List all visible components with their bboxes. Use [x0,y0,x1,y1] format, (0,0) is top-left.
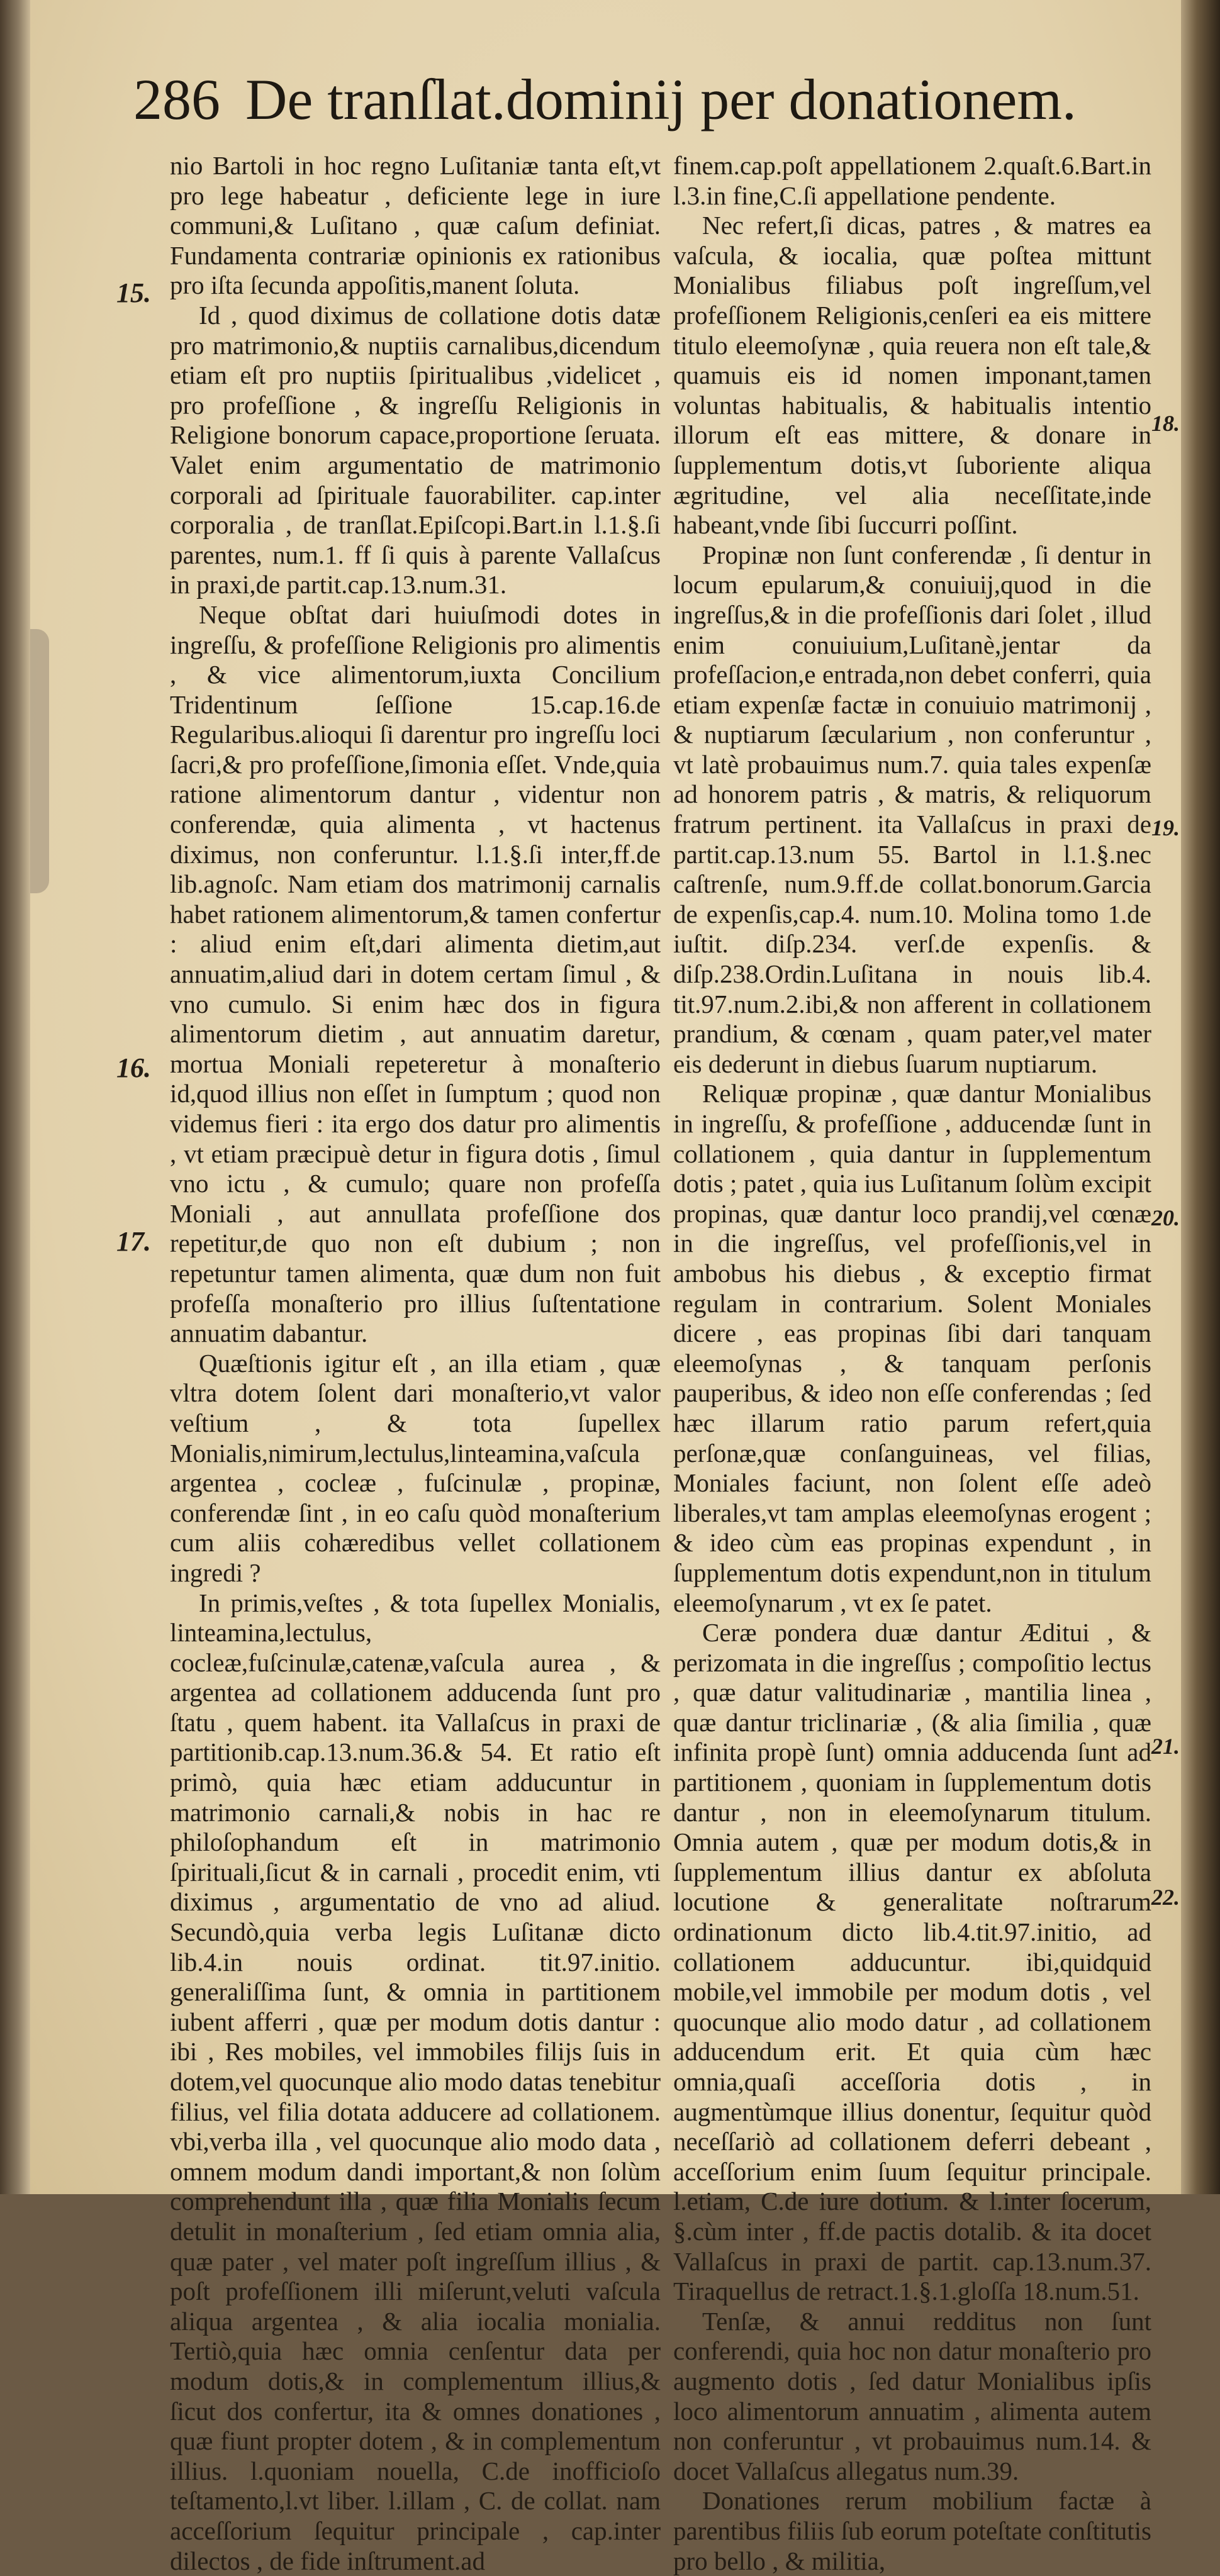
right-text-column [673,151,1151,2133]
margin-number: 20. [1151,1205,1180,1231]
running-header [133,66,1077,148]
page-number: 286 [133,67,220,131]
book-spine-edge [0,0,30,2194]
paragraph: Reliquæ propinæ , quæ dantur Monialibus in ingreſſu, & profeſſione , adducendæ ſunt in collationem , quia dantur in ſupplementum dotis ; patet , quia ius Luſitanum ſolùm excipit propinas, quæ dantur loco prandij,vel cœnæ in die ingreſſus, vel profeſſionis,vel in ambobus his diebus , & exceptio firmat regulam in contrarium. Solent Moniales dicere , eas propinas ſibi dari tanquam eleemoſynas , & tanquam perſonis pauperibus, & ideo non eſſe conferendas ; ſed hæc illarum ratio parum refert,quia perſonæ,quæ conſanguineas, vel filias, Moniales faciunt, non ſolent eſſe adeò liberales,vt tam amplas eleemoſynas erogent ; & ideo cùm eas propinas expendunt , in ſupplementum dotis expendunt,non in titulum eleemoſynarum , vt ex ſe patet. [673,1079,1151,1618]
paragraph: Ceræ pondera duæ dantur Æditui , & perizomata in die ingreſſus ; compoſitio lectus , quæ datur valitudinariæ , mantilia linea , quæ dantur triclinariæ , (& alia ſimilia , quæ infinita propè ſunt) omnia adducenda ſunt ad partitionem , quoniam in ſupplementum dotis dantur , non in eleemoſynarum titulum. Omnia autem , quæ per modum dotis,& in ſupplementum illius dantur ex abſoluta locutione & generalitate noſtrarum ordinationum dicto lib.4.tit.97.initio, ad collationem adducuntur. ibi,quidquid mobile,vel immobile per modum dotis , vel quocunque alio modo datur , ad collationem adducendum erit. Et quia cùm hæc omnia,quaſi acceſſoria dotis , in augmentùmque illius donentur, ſequitur quòd neceſſariò ad collationem deferri debeant , acceſſorium enim ſuum ſequitur principale. l.etiam, C.de iure dotium. & l.inter ſocerum, §.cùm inter , ff.de pactis dotalib. & ita docet Vallaſcus in praxi de partit. cap.13.num.37. Tiraquellus de retract.1.§.1.gloſſa 18.num.51. [673,1618,1151,2307]
paragraph: nio Bartoli in hoc regno Luſitaniæ tanta eſt,vt pro lege habeatur , deficiente lege in iure communi,& Luſitano , quæ caſum definiat. Fundamenta contrariæ opinionis ex rationibus pro iſta ſecunda appoſitis,manent ſoluta. [170,151,661,301]
facing-page-edge [1181,0,1220,2194]
paragraph: In primis,veſtes , & tota ſupellex Monialis, linteamina,lectulus, cocleæ,fuſcinulæ,catenæ,vaſcula aurea , & argentea ad collationem adducenda ſunt pro ſtatu , quem habent. ita Vallaſcus in praxi de partitionib.cap.13.num.36.& 54. Et ratio eſt primò, quia hæc etiam adducuntur in matrimonio carnali,& nobis in hac re philoſophandum eſt in matrimonio ſpirituali,ſicut & in carnali , procedit enim, vti diximus , argumentatio de vno ad aliud. Secundò,quia verba legis Luſitanæ dicto lib.4.in nouis ordinat. tit.97.initio. generaliſſima ſunt, & omnia in partitionem iubent afferri , quæ per modum dotis dantur : ibi , Res mobiles, vel immobiles filijs ſuis in dotem,vel quocunque alio modo datas tenebitur filius, vel filia dotata adducere ad collationem. vbi,verba illa , vel quocunque alio modo data , omnem modum dandi important,& non ſolùm comprehendunt illa , quæ filia Monialis ſecum detulit in monaſterium , ſed etiam omnia alia, quæ pater , vel mater poſt ingreſſum illius , & poſt profeſſionem illi miſerunt,veluti vaſcula aliqua argentea , & alia iocalia monialia. Tertiò,quia hæc omnia cenſentur data per modum dotis,& in complementum illius,& ſicut dos confertur, ita & omnes donationes , quæ fiunt propter dotem , & in complementum illius. l.quoniam nouella, C.de inofficioſo teſtamento,l.vt liber. l.illam , C. de collat. nam acceſſorium ſequitur principale , cap.inter dilectos , de fide inſtrument.ad [170,1588,661,2576]
running-title: De tranſlat.dominij per donationem. [245,67,1077,131]
margin-number: 21. [1151,1733,1180,1759]
margin-number: 19. [1151,815,1180,841]
margin-number: 16. [116,1052,151,1084]
paragraph: Quæſtionis igitur eſt , an illa etiam , quæ vltra dotem ſolent dari monaſterio,vt valor veſtium , & tota ſupellex Monialis,nimirum,lectulus,linteamina,vaſcula argentea , cocleæ , fuſcinulæ , propinæ, conferendæ ſint , in eo caſu quòd monaſterium cum aliis cohæredibus vellet collationem ingredi ? [170,1349,661,1588]
margin-number: 22. [1151,1884,1180,1910]
paragraph: Neque obſtat dari huiuſmodi dotes in ingreſſu, & profeſſione Religionis pro alimentis , & vice alimentorum,iuxta Concilium Tridentinum ſeſſione 15.cap.16.de Regularibus.alioqui ſi darentur pro ingreſſu loci ſacri,& pro profeſſione,ſimonia eſſet. Vnde,quia ratione alimentorum dantur , videntur non conferendæ, quia alimenta , vt hactenus diximus, non conferuntur. l.1.§.ſi inter,ff.de lib.agnoſc. Nam etiam dos matrimonij carnalis habet rationem alimentorum,& tamen confertur : aliud enim eſt,dari alimenta dietim,aut annuatim,aliud dari in dotem certam ſimul , & vno cumulo. Si enim hæc dos in figura alimentorum dietim , aut annuatim daretur, mortua Moniali repeteretur à monaſterio id,quod illius non eſſet in ſumptum ; quod non videmus fieri : ita ergo dos datur pro alimentis , vt etiam præcipuè detur in figura dotis , ſimul vno ictu , & cumulo; quare non profeſſa Moniali , aut annullata profeſſione dos repetitur,de quo non eſt dubium ; non repetuntur tamen alimenta, quæ dum non fuit profeſſa monaſterio pro illius ſuſtentatione annuatim dabantur. [170,600,661,1349]
page-clip-shadow [30,629,49,893]
margin-number: 17. [116,1225,151,1257]
margin-number: 15. [116,277,151,309]
paragraph: Tenſæ, & annui redditus non ſunt conferendi, quia hoc non datur monaſterio pro augmento dotis , ſed datur Monialibus ipſis loco alimentorum annuatim , alimenta autem non conferuntur , vt probauimus num.14. & docet Vallaſcus allegatus num.39. [673,2307,1151,2487]
paragraph: Donationes rerum mobilium factæ à parentibus filiis ſub eorum poteſtate conſtitutis pro bello , & militia, [673,2486,1151,2576]
paragraph: Nec refert,ſi dicas, patres , & matres ea vaſcula, & iocalia, quæ poſtea mittunt Monialibus filiabus poſt ingreſſum,vel profeſſionem Religionis,cenſeri ea eis mittere titulo eleemoſynæ , quia reuera non eſt tale,& quamuis eis id nomen imponant,tamen voluntas habitualis, & habitualis intentio illorum eſt eas mittere, & donare in ſupplementum dotis,vt ſuboriente aliqua ægritudine, vel alia neceſſitate,inde habeant,vnde ſibi ſuccurri poſſint. [673,211,1151,540]
paragraph: Id , quod diximus de collatione dotis datæ pro matrimonio,& nuptiis carnalibus,dicendum etiam eſt pro nuptiis ſpiritualibus ,videlicet , pro profeſſione , & ingreſſu Religionis in Religione bonorum capace,proportione ſeruata. Valet enim argumentatio de matrimonio corporali ad ſpirituale fauorabiliter. cap.inter corporalia , de tranſlat.Epiſcopi.Bart.in l.1.§.ſi parentes, num.1. ff ſi quis à parente Vallaſcus in praxi,de partit.cap.13.num.31. [170,301,661,600]
paragraph: finem.cap.poſt appellationem 2.quaſt.6.Bart.in l.3.in fine,C.ſi appellatione pendente. [673,151,1151,211]
left-text-column [170,151,661,2133]
paragraph: Propinæ non ſunt conferendæ , ſi dentur in locum epularum,& conuiuij,quod in die ingreſſus,& in die profeſſionis dari ſolet , illud enim conuiuium,Luſitanè,jentar da profeſſacion,e entrada,non debet conferri, quia etiam expenſæ factæ in conuiuio matrimonij , & nuptiarum ſæcularium , non conferuntur , vt latè probauimus num.7. quia tales expenſæ ad honorem patris , & matris, & reliquorum fratrum pertinent. ita Vallaſcus in praxi de partit.cap.13.num 55. Bartol in l.1.§.nec caſtrenſe, num.9.ff.de collat.bonorum.Garcia de expenſis,cap.4. num.10. Molina tomo 1.de iuſtit. diſp.234. verſ.de expenſis. & diſp.238.Ordin.Luſitana in nouis lib.4. tit.97.num.2.ibi,& non afferent in collationem prandium, & cœnam , quam pater,vel mater eis dederunt in diebus ſuarum nuptiarum. [673,540,1151,1079]
margin-number: 18. [1151,410,1180,437]
